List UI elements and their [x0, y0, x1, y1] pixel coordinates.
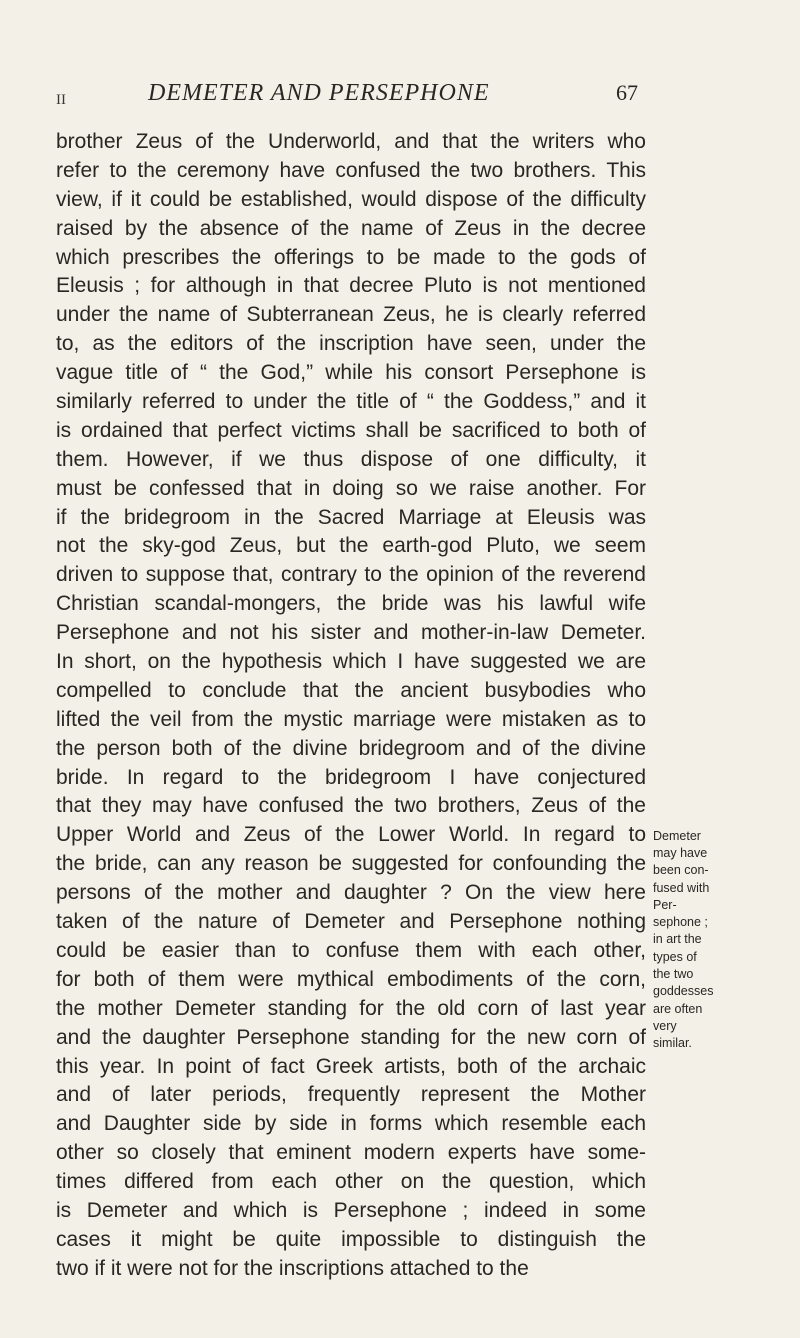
text-line: other so closely that eminent modern experts have some- — [56, 1141, 646, 1165]
text-line: vague title of “ the God,” while his consort Persephone is — [56, 361, 646, 385]
text-line: to, as the editors of the inscription have seen, under the — [56, 332, 646, 356]
text-line: lifted the veil from the mystic marriage were mistaken as to — [56, 707, 646, 731]
text-line: Christian scandal-mongers, the bride was his lawful wife — [56, 592, 646, 616]
text-line: refer to the ceremony have confused the two brothers. This — [56, 158, 646, 182]
text-line: under the name of Subterranean Zeus, he is clearly referred — [56, 303, 646, 327]
margin-note-line: very — [653, 1019, 677, 1034]
text-line: the person both of the divine bridegroom and of the divine — [56, 736, 646, 760]
text-line: similarly referred to under the title of “ the Goddess,” and it — [56, 390, 646, 414]
text-line: cases it might be quite impossible to distinguish the — [56, 1227, 646, 1251]
text-line: bride. In regard to the bridegroom I have conjectured — [56, 765, 646, 789]
text-line: view, if it could be established, would dispose of the difficulty — [56, 187, 646, 211]
page-number: 67 — [616, 80, 638, 105]
margin-note — [653, 828, 773, 1053]
text-line: and the daughter Persephone standing for the new corn of — [56, 1025, 646, 1049]
margin-note-line: Demeter — [653, 828, 701, 843]
text-line: Persephone and not his sister and mother-in-law Demeter. — [56, 621, 646, 645]
text-line: is ordained that perfect victims shall be sacrificed to both of — [56, 418, 646, 442]
text-line: and of later periods, frequently represent the Mother — [56, 1083, 646, 1107]
margin-note-line: types of — [653, 949, 697, 964]
running-title: DEMETER AND PERSEPHONE — [148, 80, 490, 106]
margin-note-line: similar. — [653, 1036, 692, 1051]
text-line: raised by the absence of the name of Zeus in the decree — [56, 216, 646, 240]
margin-note-line: the two — [653, 967, 694, 982]
text-line: Upper World and Zeus of the Lower World. In regard to — [56, 823, 646, 847]
text-line: must be confessed that in doing so we raise another. For — [56, 476, 646, 500]
text-line: persons of the mother and daughter ? On the view here — [56, 881, 646, 905]
text-line: for both of them were mythical embodiments of the corn, — [56, 967, 646, 991]
text-line: times differed from each other on the question, which — [56, 1170, 646, 1194]
margin-note-line: been con- — [653, 863, 709, 878]
text-line: could be easier than to confuse them with each other, — [56, 938, 646, 962]
margin-note-line: Per- — [653, 897, 677, 912]
margin-note-line: goddesses — [653, 984, 714, 999]
text-line: compelled to conclude that the ancient busybodies who — [56, 678, 646, 702]
text-line: In short, on the hypothesis which I have suggested we are — [56, 650, 646, 674]
margin-note-line: in art the — [653, 932, 702, 947]
text-line: Eleusis ; for although in that decree Pluto is not mentioned — [56, 274, 646, 298]
margin-note-line: are often — [653, 1001, 703, 1016]
text-line: is Demeter and which is Persephone ; indeed in some — [56, 1198, 646, 1222]
text-line: driven to suppose that, contrary to the opinion of the reverend — [56, 563, 646, 587]
text-line: this year. In point of fact Greek artists, both of the archaic — [56, 1054, 646, 1078]
text-line: which prescribes the offerings to be made to the gods of — [56, 245, 646, 269]
text-line: and Daughter side by side in forms which resemble each — [56, 1112, 646, 1136]
text-line: if the bridegroom in the Sacred Marriage at Eleusis was — [56, 505, 646, 529]
margin-note-line: fused with — [653, 880, 710, 895]
text-line: taken of the nature of Demeter and Persephone nothing — [56, 910, 646, 934]
margin-note-line: sephone ; — [653, 915, 708, 930]
chapter-number: II — [56, 92, 66, 108]
text-line: the mother Demeter standing for the old corn of last year — [56, 996, 646, 1020]
text-line: brother Zeus of the Underworld, and that the writers who — [56, 130, 646, 153]
margin-note-line: may have — [653, 845, 708, 860]
text-line: the bride, can any reason be suggested for confounding the — [56, 852, 646, 876]
text-line: not the sky-god Zeus, but the earth-god Pluto, we seem — [56, 534, 646, 558]
body-text — [56, 128, 646, 1284]
text-line: two if it were not for the inscriptions attached to the — [56, 1256, 529, 1280]
running-head — [0, 80, 800, 120]
text-line: that they may have confused the two brothers, Zeus of the — [56, 794, 646, 818]
text-line: them. However, if we thus dispose of one difficulty, it — [56, 447, 646, 471]
